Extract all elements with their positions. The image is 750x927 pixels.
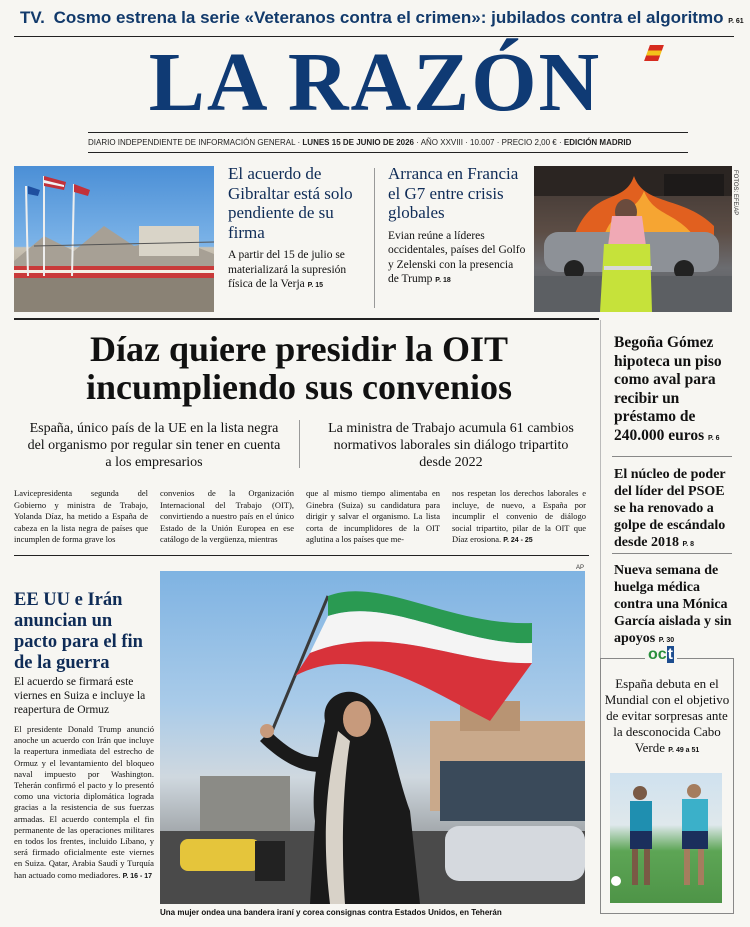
- story-summary: Evian reúne a líderes occidentales, países del Golfo y Zelenski con la presencia de Trump P. 18: [388, 229, 526, 285]
- lead-column-3: que al mismo tiempo alimentaba en Ginebra (Suiza) su candidatura para dirigir y salvar el organismo. La lista corta de incumplidores de la OIT aglutina a los países que me-: [306, 488, 440, 545]
- issue-year: AÑO XXVIII: [420, 138, 463, 147]
- column-divider: [374, 168, 375, 308]
- iran-body: El presidente Donald Trump anunció anoche un acuerdo con Irán que incluye la reapertura inmediata del estrecho de Ormuz y el levantamiento del bloqueo naval impuesto por Washington. Teherán confirmó el pacto y lo presentó como una victoria diplomática lograda gracias a la resistencia de sus fuerzas armadas. El acuerdo contempla el fin permanente de las operaciones militares en todos los frentes, incluido Líbano, y será firmado oficialmente este viernes en Suiza. Qatar, Arabia Saudí y Turquía han actuado como mediadores. P. 16 - 17: [14, 724, 154, 880]
- sports-text: España debuta en el Mundial con el objetivo de evitar sorpresas ante la desconocida Cabo Verde P. 49 a 51: [604, 676, 730, 755]
- side-story-psoe[interactable]: El núcleo de poder del líder del PSOE se ha renovado a golpe de escándalo desde 2018 P. 8: [614, 467, 726, 550]
- football-photo[interactable]: [610, 773, 722, 903]
- iran-page: P. 16 - 17: [122, 872, 153, 880]
- lead-headline-line2: incumpliendo sus convenios: [85, 367, 513, 407]
- teaser-page: P. 61: [728, 18, 744, 25]
- story-headline: El acuerdo de Gibraltar está solo pendiente de su firma: [228, 164, 353, 242]
- issue-price: PRECIO 2,00 €: [501, 138, 557, 147]
- issue-date: LUNES 15 DE JUNIO DE 2026: [302, 138, 415, 147]
- spain-flag-icon: [644, 45, 664, 61]
- side-story-page: P. 6: [708, 434, 720, 442]
- dateline: DIARIO INDEPENDIENTE DE INFORMACIÓN GENERAL · LUNES 15 DE JUNIO DE 2026 · AÑO XXVIII · 10.007 · PRECIO 2,00 € · EDICIÓN MADRID: [88, 138, 632, 147]
- lead-page: P. 24 - 25: [503, 537, 533, 545]
- lead-subheadline-left: España, único país de la UE en la lista negra del organismo por regular sin tener en cuenta a los empresarios: [27, 421, 281, 470]
- photo-credit: AP: [576, 565, 585, 571]
- football-illustration: [610, 773, 722, 903]
- iran-summary: El acuerdo se firmará este viernes en Suiza e incluye la reapertura de Ormuz: [14, 676, 146, 716]
- divider: [612, 456, 732, 457]
- sports-brand: oct: [645, 646, 677, 664]
- divider: [88, 132, 688, 133]
- column-divider: [299, 420, 300, 468]
- lead-subheadline-right: La ministra de Trabajo acumula 61 cambios normativos laborales sin diálogo tripartito desde 2022: [328, 421, 574, 470]
- lead-column-1: Lavicepresidenta segunda del Gobierno y ministra de Trabajo, Yolanda Díaz, ha metido a España de cabeza en la lista negra de países que incumplen de forma grave los: [14, 488, 148, 545]
- g7-protest-photo[interactable]: [534, 166, 732, 312]
- story-g7[interactable]: [388, 164, 526, 289]
- divider: [88, 152, 688, 153]
- side-story-begona[interactable]: Begoña Gómez hipoteca un piso como aval para recibir un préstamo de 240.000 euros P. 6: [614, 334, 722, 444]
- lead-story[interactable]: [14, 330, 584, 406]
- issue-number: 10.007: [470, 138, 495, 147]
- tehran-illustration: [160, 571, 585, 904]
- edition: EDICIÓN MADRID: [563, 138, 632, 147]
- descriptor: DIARIO INDEPENDIENTE DE INFORMACIÓN GENERAL: [88, 138, 296, 147]
- story-page: P. 18: [435, 277, 451, 284]
- protest-illustration: [534, 166, 732, 312]
- side-story-page: P. 8: [682, 541, 695, 548]
- iran-headline[interactable]: EE UU e Irán anuncian un pacto para el fin de la guerra: [14, 590, 143, 673]
- story-summary: A partir del 15 de julio se materializará la supresión física de la Verja P. 15: [228, 249, 347, 290]
- gibraltar-illustration: [14, 166, 214, 312]
- story-gibraltar[interactable]: [228, 164, 368, 294]
- story-page: P. 15: [307, 282, 324, 289]
- divider: [612, 553, 732, 554]
- lead-headline-line1: Díaz quiere presidir la OIT: [89, 329, 509, 369]
- photo-credit: FOTOS: EFE/AP: [732, 170, 738, 216]
- divider: [14, 318, 599, 320]
- sports-page: P. 49 a 51: [668, 747, 700, 754]
- divider: [14, 555, 589, 556]
- newspaper-logo[interactable]: LA RAZÓN: [149, 40, 601, 126]
- lead-column-2: convenios de la Organización Internacional del Trabajo (OIT), convirtiendo a nuestro país en el único Estado de la Unión Europea en ese catálogo de la vergüenza, mientras: [160, 488, 294, 545]
- photo-caption: Una mujer ondea una bandera iraní y corea consignas contra Estados Unidos, en Teherán: [160, 908, 502, 917]
- teaser-text: Cosmo estrena la serie «Veteranos contra el crimen»: jubilados contra el algoritmo: [53, 8, 724, 27]
- side-story-huelga[interactable]: Nueva semana de huelga médica contra una Mónica García aislada y sin apoyos P. 30: [614, 563, 732, 646]
- masthead[interactable]: [0, 36, 750, 129]
- tehran-photo[interactable]: [160, 571, 585, 904]
- story-headline: Arranca en Francia el G7 entre crisis globales: [388, 164, 519, 222]
- top-teaser[interactable]: [20, 8, 744, 34]
- gibraltar-photo[interactable]: [14, 166, 214, 312]
- teaser-section: TV.: [20, 8, 45, 27]
- side-story-page: P. 30: [658, 637, 675, 644]
- lead-column-4: nos respetan los derechos laborales e incluye, de nuevo, a España por incumplir el convenio de diálogo social tripartito, pilar de la OIT que Díaz erosiona. P. 24 - 25: [452, 488, 586, 545]
